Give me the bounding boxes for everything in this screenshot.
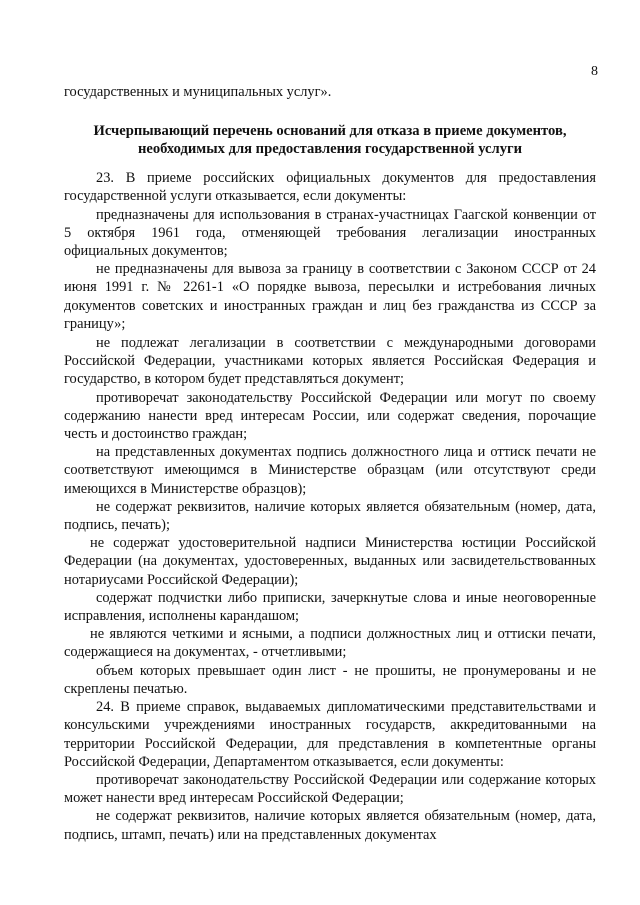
paragraph: не содержат реквизитов, наличие которых является обязательным (номер, дата, подпись, штамп, печать) или на представленных документах (64, 808, 596, 843)
paragraph-24: 24. В приеме справок, выдаваемых дипломатическими представительствами и консульскими учреждениями иностранных государств, аккредитованными на территории Российской Федерации, для представления в компетентные органы Российской Федерации, Департаментом отказывается, если документы: (64, 699, 596, 770)
paragraph: на представленных документах подпись должностного лица и оттиск печати не соответствуют имеющимся в Министерстве образцам (или отсутствуют среди имеющихся в Министерстве образцов); (64, 444, 596, 497)
paragraph: не подлежат легализации в соответствии с международными договорами Российской Федерации, участниками которых является Российская Федерация и государство, в котором будет представляться документ; (64, 335, 596, 388)
section-heading: Исчерпывающий перечень оснований для отказа в приеме документов, необходимых для предоставления государственной услуги (93, 123, 567, 158)
paragraph-23: 23. В приеме российских официальных документов для предоставления государственной услуги отказывается, если документы: (64, 170, 596, 205)
document-body (64, 83, 596, 844)
paragraph: не содержат удостоверительной надписи Министерства юстиции Российской Федерации (на документах, удостоверенных, выданных или засвидетельствованных нотариусами Российской Федерации); (64, 535, 596, 588)
paragraph: не предназначены для вывоза за границу в соответствии с Законом СССР от 24 июня 1991 г. № 2261-1 «О порядке вывоза, пересылки и истребования личных документов советских и иностранных граждан и лиц без гражданства из СССР за границу»; (64, 261, 596, 332)
carryover-text: государственных и муниципальных услуг». (64, 84, 332, 100)
paragraph: не являются четкими и ясными, а подписи должностных лиц и оттиски печати, содержащиеся на документах, - отчетливыми; (64, 626, 596, 661)
page-number: 8 (591, 64, 598, 79)
paragraph: противоречат законодательству Российской Федерации или содержание которых может нанести вред интересам Российской Федерации; (64, 771, 596, 807)
paragraph: предназначены для использования в странах-участницах Гаагской конвенции от 5 октября 1961 года, отменяющей требования легализации иностранных официальных документов; (64, 206, 596, 260)
paragraph: содержат подчистки либо приписки, зачеркнутые слова и иные неоговоренные исправления, исполнены карандашом; (64, 589, 596, 625)
paragraph: объем которых превышает один лист - не прошиты, не пронумерованы и не скреплены печатью. (64, 662, 596, 697)
paragraph: противоречат законодательству Российской Федерации или могут по своему содержанию нанести вред интересам России, или содержат сведения, порочащие честь и достоинство граждан; (64, 389, 596, 443)
paragraph: не содержат реквизитов, наличие которых является обязательным (номер, дата, подпись, печать); (64, 498, 596, 534)
